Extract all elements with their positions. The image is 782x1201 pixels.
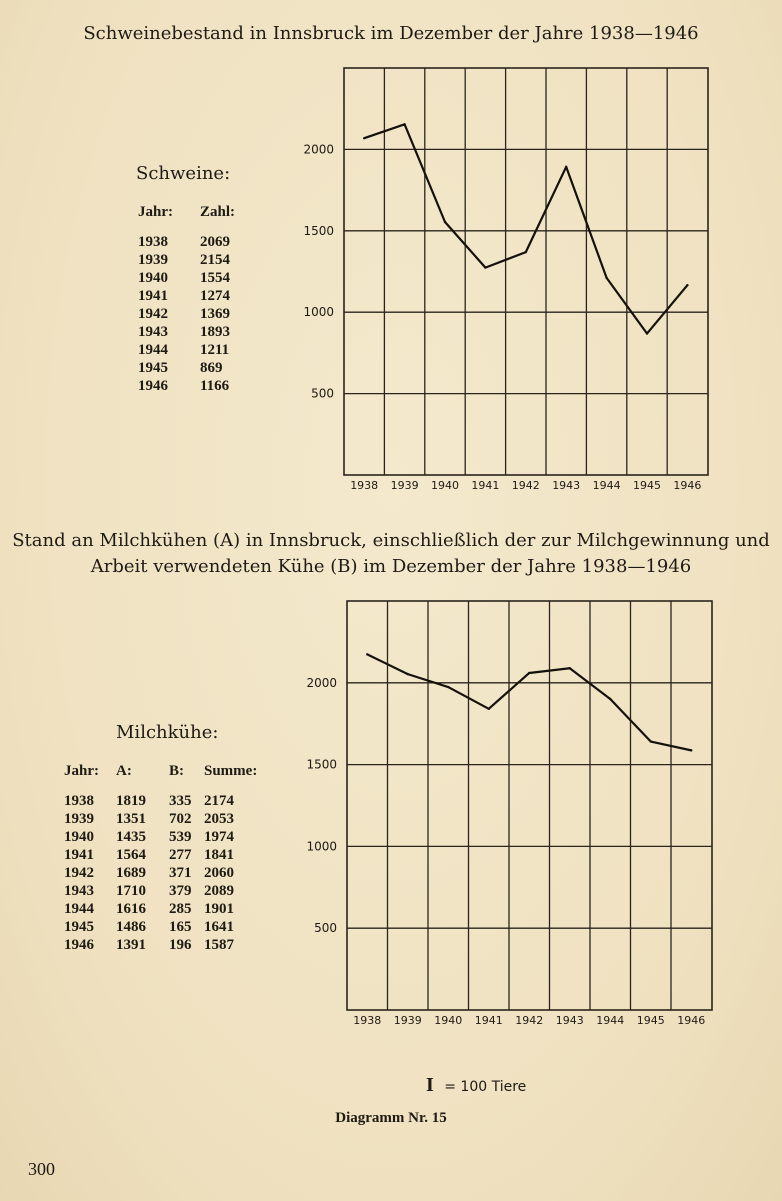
table-cell: 1939	[138, 252, 168, 268]
page-number: 300	[28, 1159, 55, 1179]
chart2-xtick-label: 1945	[636, 1014, 665, 1027]
chart1-xtick-label: 1940	[431, 479, 459, 492]
table-cell: 1938	[64, 793, 94, 809]
table-cell: 1841	[204, 847, 234, 863]
table-row	[138, 233, 235, 251]
table-cell: 2154	[200, 252, 230, 268]
table-row	[64, 828, 257, 846]
table-cell: 1587	[204, 937, 234, 953]
table-row	[138, 287, 235, 305]
table-cell: 1435	[116, 829, 146, 845]
chart2-xtick-label: 1946	[677, 1014, 706, 1027]
table-row	[138, 377, 235, 395]
table-cell: 1211	[200, 342, 230, 358]
chart2-xtick-label: 1938	[353, 1014, 382, 1027]
table-row	[138, 305, 235, 323]
chart1-xtick-label: 1943	[552, 479, 581, 492]
table-row	[138, 251, 235, 269]
table-cell: 1710	[116, 883, 146, 899]
table-cell: 1391	[116, 937, 146, 953]
table-cell: 1944	[138, 342, 168, 358]
chart2-xtick-label: 1942	[515, 1014, 544, 1027]
table-cell: 1901	[204, 901, 234, 917]
table-cell: 1689	[116, 865, 146, 881]
table-header-row	[138, 203, 235, 233]
cows-table-title: Milchkühe:	[116, 722, 219, 743]
table-cell: 1369	[200, 306, 230, 322]
table-cell: 869	[200, 360, 223, 376]
table-row	[138, 359, 235, 377]
pigs-table-title: Schweine:	[136, 163, 231, 184]
table-cell: 1616	[116, 901, 146, 917]
table-row	[64, 864, 257, 882]
table-cell: 1893	[200, 324, 230, 340]
table-row	[138, 269, 235, 287]
table-header-row	[64, 762, 257, 792]
table-cell: 1554	[200, 270, 230, 286]
table-cell: 1944	[64, 901, 94, 917]
chart2-xtick-label: 1940	[434, 1014, 463, 1027]
column-header: B:	[169, 763, 184, 779]
table-cell: 1974	[204, 829, 234, 845]
column-header: Summe:	[204, 763, 258, 779]
column-header: Jahr:	[138, 204, 173, 220]
chart1-xtick-label: 1946	[673, 479, 702, 492]
table-cell: 539	[169, 829, 192, 845]
cows-table	[64, 762, 257, 954]
column-header: A:	[116, 763, 132, 779]
chart2-title-line2: Arbeit verwendeten Kühe (B) im Dezember der Jahre 1938—1946	[90, 556, 692, 577]
table-cell: 1942	[64, 865, 94, 881]
table-cell: 1819	[116, 793, 146, 809]
table-row	[64, 810, 257, 828]
table-cell: 1641	[204, 919, 234, 935]
table-cell: 2069	[200, 234, 230, 250]
chart2-title-line1: Stand an Milchkühen (A) in Innsbruck, einschließlich der zur Milchgewinnung und	[12, 530, 770, 551]
pigs-table	[138, 203, 235, 395]
diagram-caption: Diagramm Nr. 15	[335, 1110, 447, 1126]
table-cell: 2089	[204, 883, 234, 899]
chart1-ytick-label: 1500	[303, 223, 334, 238]
table-cell: 1945	[138, 360, 168, 376]
table-cell: 285	[169, 901, 192, 917]
chart2-xtick-label: 1944	[596, 1014, 625, 1027]
chart2-ytick-label: 1000	[306, 839, 337, 854]
chart1-xtick-label: 1938	[350, 479, 379, 492]
table-cell: 2060	[204, 865, 234, 881]
table-row	[64, 882, 257, 900]
table-cell: 1486	[116, 919, 146, 935]
legend-bar-symbol: I	[426, 1074, 434, 1096]
table-cell: 1946	[138, 378, 168, 394]
chart2-ytick-label: 1500	[306, 757, 337, 772]
chart1-ytick-label: 1000	[303, 305, 334, 320]
legend	[426, 1074, 526, 1097]
chart2-ytick-label: 500	[314, 921, 337, 936]
table-cell: 1943	[138, 324, 168, 340]
column-header: Jahr:	[64, 763, 99, 779]
table-cell: 1940	[64, 829, 94, 845]
chart2-xtick-label: 1943	[555, 1014, 584, 1027]
table-cell: 277	[169, 847, 192, 863]
chart2-ytick-label: 2000	[306, 675, 337, 690]
table-cell: 1943	[64, 883, 94, 899]
chart1-xtick-label: 1945	[633, 479, 661, 492]
chart1-title: Schweinebestand in Innsbruck im Dezember der Jahre 1938—1946	[83, 23, 699, 44]
table-cell: 1940	[138, 270, 168, 286]
chart1-ytick-label: 500	[311, 386, 334, 401]
column-header: Zahl:	[200, 204, 236, 220]
chart2-title	[0, 528, 782, 580]
table-cell: 2053	[204, 811, 234, 827]
table-cell: 196	[169, 937, 192, 953]
table-cell: 1946	[64, 937, 94, 953]
table-cell: 1274	[200, 288, 230, 304]
table-row	[138, 341, 235, 359]
table-cell: 1941	[138, 288, 168, 304]
chart1-xtick-label: 1942	[511, 479, 540, 492]
chart2-xtick-label: 1939	[393, 1014, 422, 1027]
table-cell: 371	[169, 865, 192, 881]
table-row	[64, 918, 257, 936]
table-row	[64, 846, 257, 864]
table-cell: 1938	[138, 234, 168, 250]
table-cell: 1942	[138, 306, 168, 322]
chart1-xtick-label: 1944	[592, 479, 621, 492]
chart1-ytick-label: 2000	[303, 142, 334, 157]
chart1-xtick-label: 1941	[471, 479, 500, 492]
table-row	[64, 936, 257, 954]
table-row	[64, 792, 257, 810]
legend-text: = 100 Tiere	[444, 1079, 527, 1095]
table-cell: 2174	[204, 793, 234, 809]
table-cell: 1351	[116, 811, 146, 827]
table-cell: 1945	[64, 919, 94, 935]
table-cell: 335	[169, 793, 192, 809]
table-row	[64, 900, 257, 918]
table-cell: 1939	[64, 811, 94, 827]
table-cell: 1564	[116, 847, 146, 863]
table-cell: 379	[169, 883, 192, 899]
table-cell: 165	[169, 919, 192, 935]
table-cell: 1166	[200, 378, 230, 394]
table-cell: 1941	[64, 847, 94, 863]
chart1-xtick-label: 1939	[390, 479, 419, 492]
table-cell: 702	[169, 811, 192, 827]
chart2-xtick-label: 1941	[474, 1014, 503, 1027]
table-row	[138, 323, 235, 341]
